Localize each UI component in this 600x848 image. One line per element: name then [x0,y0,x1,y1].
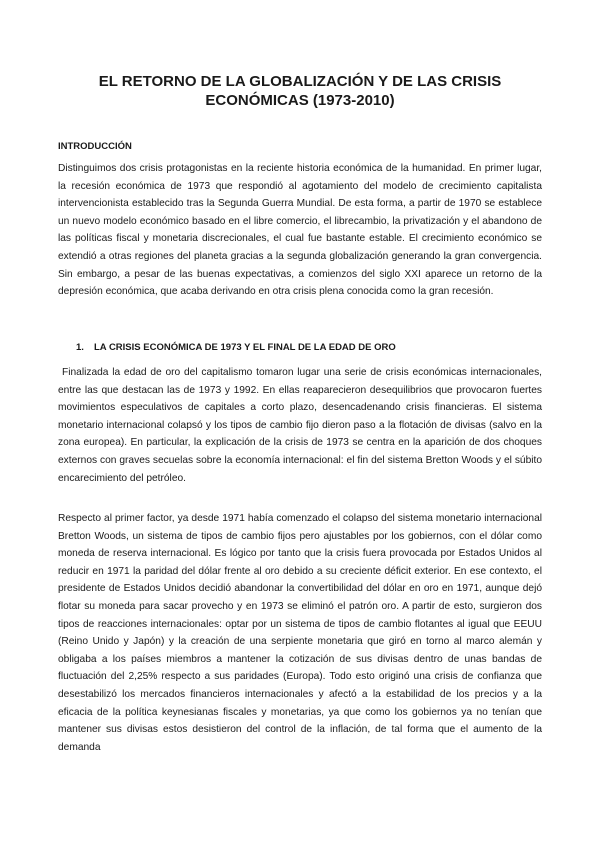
title-line-2: ECONÓMICAS (1973-2010) [205,92,395,109]
intro-paragraph: Distinguimos dos crisis protagonistas en la reciente historia económica de la humanidad. En primer lugar, la recesión económica de 1973 que respondió al agotamiento del modelo de crecimiento capitalista intervencionista establecido tras la Segunda Guerra Mundial. De esta forma, a partir de 1970 se establece un nuevo modelo económico basado en el libre comercio, el librecambio, la privatización y el abandono de las políticas fiscal y monetaria discrecionales, el cual fue bastante estable. El crecimiento económico se extendió a otras regiones del planeta gracias a la segunda globalización generando la gran convergencia. Sin embargo, a pesar de las buenas expectativas, a comienzos del siglo XXI aparece un retorno de la depresión económica, que acaba derivando en otra crisis plena conocida como la gran recesión. [58,163,542,298]
section1-paragraph-2: Respecto al primer factor, ya desde 1971 había comenzado el colapso del sistema monetario internacional Bretton Woods, un sistema de tipos de cambio fijos pero ajustables por los gobiernos, con el dólar como moneda de reserva internacional. Es lógico por tanto que la crisis fuera provocada por Estados Unidos al reducir en 1971 la paridad del dólar frente al oro debido a su creciente déficit exterior. En ese contexto, el presidente de Estados Unidos decidió abandonar la convertibilidad del dólar en oro en 1971, aunque dejó flotar su moneda para sacar provecho y en 1973 se eliminó el patrón oro. A partir de esto, surgieron dos tipos de reacciones internacionales: optar por un sistema de tipos de cambio flotantes al igual que EEUU (Reino Unido y Japón) y la creación de una serpiente monetaria que giró en torno al marco alemán y obligaba a los países miembros a mantener la cotización de sus divisas dentro de unas bandas de fluctuación del 2,25% respecto a sus paridades (Europa). Todo esto originó una crisis de confianza que desestabilizó los mercados financieros internacionales y afectó a la estabilidad de los precios y a la eficacia de la política keynesianas fiscales y monetarias, ya que como los gobiernos ya no tenían que mantener sus divisas estos desistieron del control de la inflación, de tal forma que el aumento de la demanda [58,513,542,753]
title-line-1: EL RETORNO DE LA GLOBALIZACIÓN Y DE LAS CRISIS [98,73,502,90]
section-number: 1. [76,342,84,353]
section1-paragraph-1: Finalizada la edad de oro del capitalismo tomaron lugar una serie de crisis económicas internacionales, entre las que destacan las de 1973 y 1992. En ellas reaparecieron desequilibrios que provocaron fuertes movimientos especulativos de capitales a corto plazo, desencadenando crisis financieras. El sistema monetario internacional colapsó y los tipos de cambio fijo dieron paso a la flotación de divisas (salvo en la zona europea). En particular, la explicación de la crisis de 1973 se centra en la aparición de dos choques externos con graves secuelas sobre la economía internacional: el fin del sistema Bretton Woods y el súbito encarecimiento del petróleo. [58,367,542,484]
section-title: LA CRISIS ECONÓMICA DE 1973 Y EL FINAL DE LA EDAD DE ORO [94,342,396,353]
document-title [58,72,542,110]
section-heading-intro: INTRODUCCIÓN [58,141,132,152]
section-heading-1 [76,342,396,353]
